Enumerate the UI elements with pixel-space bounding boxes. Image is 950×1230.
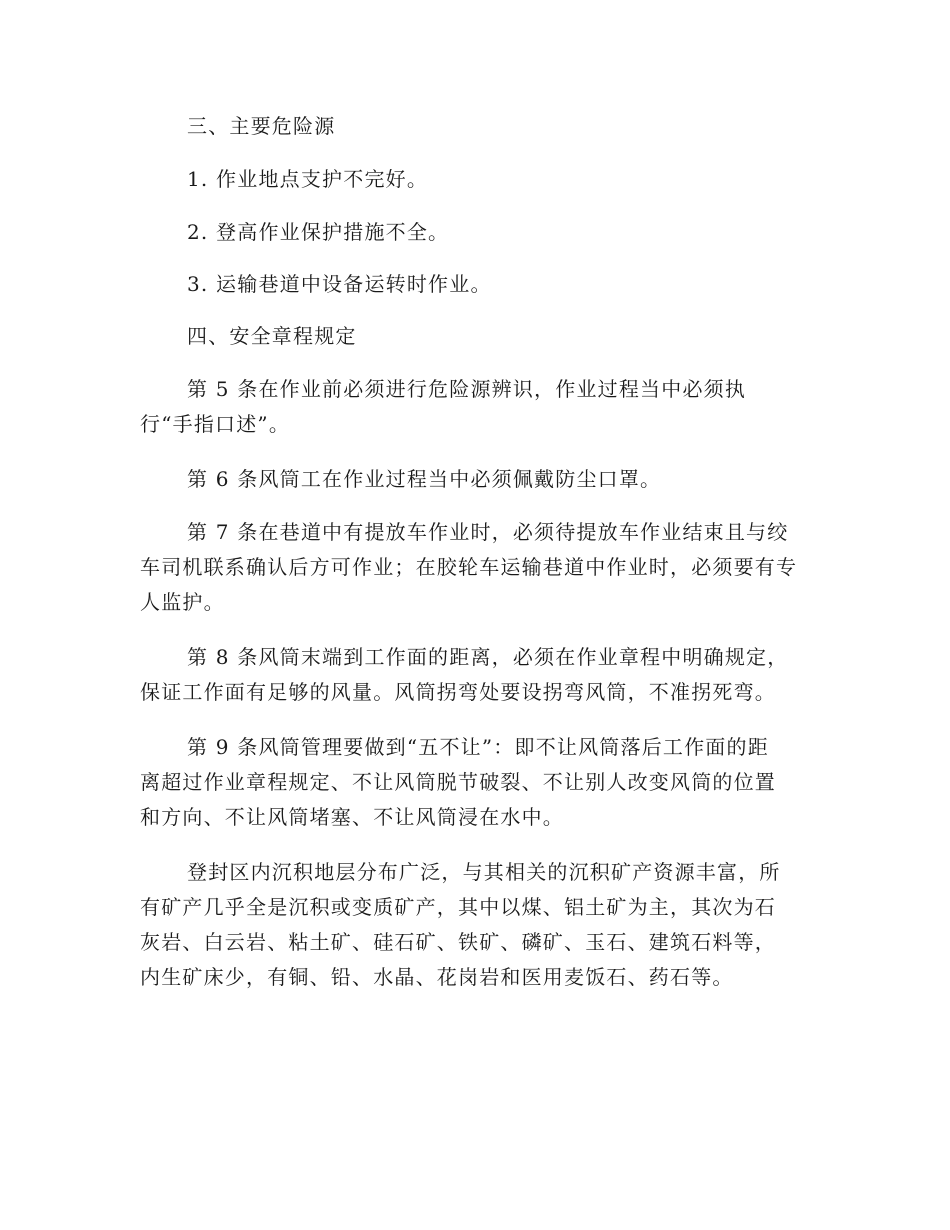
article-5-line-1: 第 5 条在作业前必须进行危险源辨识，作业过程当中必须执 bbox=[187, 377, 747, 401]
article-9-line-2: 离超过作业章程规定、不让风筒脱节破裂、不让别人改变风筒的位置 bbox=[140, 770, 776, 794]
hazard-item-3: 3. 运输巷道中设备运转时作业。 bbox=[187, 272, 492, 296]
article-7-line-3: 人监护。 bbox=[140, 590, 225, 614]
section-heading-hazards: 三、主要危险源 bbox=[187, 114, 336, 138]
article-6-line-1: 第 6 条风筒工在作业过程当中必须佩戴防尘口罩。 bbox=[187, 467, 662, 491]
hazard-item-2: 2. 登高作业保护措施不全。 bbox=[187, 220, 450, 244]
hazard-item-1: 1. 作业地点支护不完好。 bbox=[187, 167, 429, 191]
article-5-line-2: 行“手指口述”。 bbox=[140, 412, 291, 436]
closing-paragraph-line-4: 内生矿床少，有铜、铅、水晶、花岗岩和医用麦饭石、药石等。 bbox=[140, 965, 734, 989]
article-9-line-1: 第 9 条风筒管理要做到“五不让”：即不让风筒落后工作面的距 bbox=[187, 735, 769, 759]
article-7-line-2: 车司机联系确认后方可作业；在胶轮车运输巷道中作业时，必须要有专 bbox=[140, 555, 798, 579]
article-8-line-2: 保证工作面有足够的风量。风筒拐弯处要设拐弯风筒，不准拐死弯。 bbox=[140, 680, 776, 704]
article-9-line-3: 和方向、不让风筒堵塞、不让风筒浸在水中。 bbox=[140, 805, 564, 829]
section-heading-safety-rules: 四、安全章程规定 bbox=[187, 324, 357, 348]
article-8-line-1: 第 8 条风筒末端到工作面的距离，必须在作业章程中明确规定， bbox=[187, 645, 789, 669]
closing-paragraph-line-1: 登封区内沉积地层分布广泛，与其相关的沉积矿产资源丰富，所 bbox=[187, 860, 781, 884]
closing-paragraph-line-2: 有矿产几乎全是沉积或变质矿产，其中以煤、铝土矿为主，其次为石 bbox=[140, 895, 776, 919]
article-7-line-1: 第 7 条在巷道中有提放车作业时，必须待提放车作业结束且与绞 bbox=[187, 520, 789, 544]
closing-paragraph-line-3: 灰岩、白云岩、粘土矿、硅石矿、铁矿、磷矿、玉石、建筑石料等， bbox=[140, 930, 776, 954]
